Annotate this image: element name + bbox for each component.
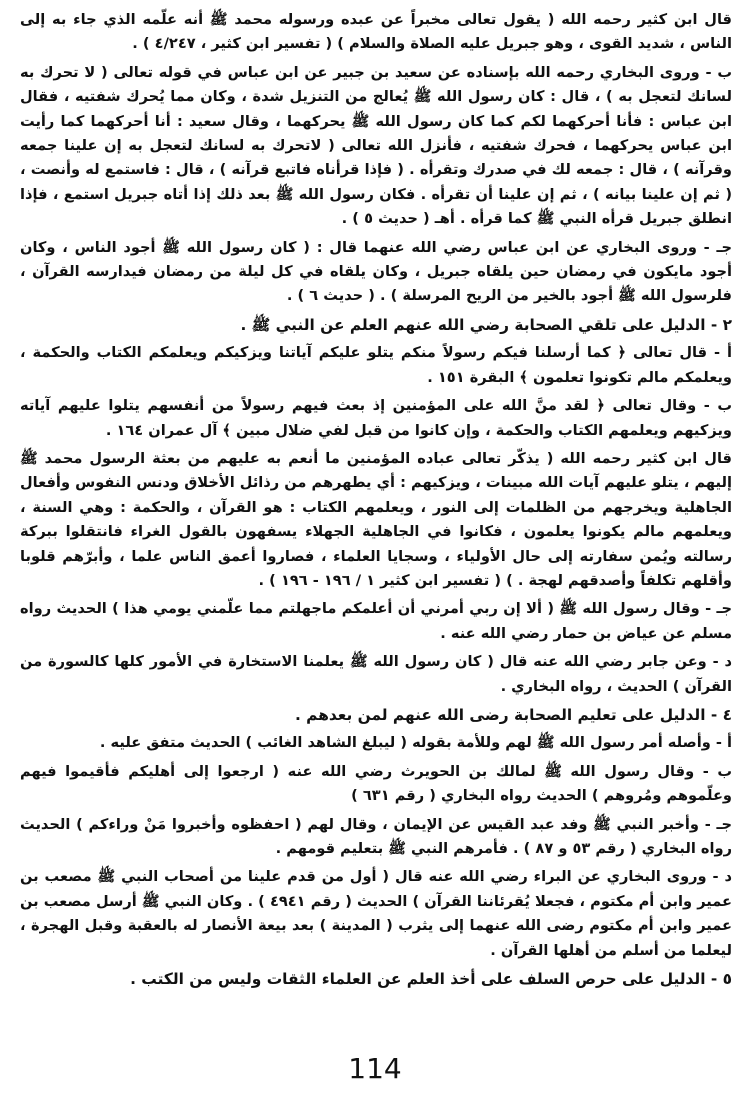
paragraph: أ - قال تعالى ﴿ كما أرسلنا فيكم رسولاً منكم يتلو عليكم آياتنا ويزكيكم ويعلمكم الكتاب والحكمة ، ويعلمكم مالم تكونوا تعلمون ﴾ البقرة ١٥١ . bbox=[20, 344, 732, 386]
paragraph: ب - وقال رسول الله ﷺ لمالك بن الحويرث رضي الله عنه ( ارجعوا إلى أهليكم فأقيموا فيهم وعلّموهم ومُروهم ) الحديث رواه البخاري ( رقم ٦٣١ ) bbox=[20, 762, 732, 805]
paragraph: جـ - وأخبر النبي ﷺ وفد عبد القيس عن الإيمان ، وقال لهم ( احفظوه وأخبروا مَنْ وراءكم ) الحديث رواه البخاري ( رقم ٥٣ و ٨٧ ) . فأمرهم النبي ﷺ بتعليم قومهم . bbox=[20, 815, 732, 857]
paragraph: د - وروى البخاري عن البراء رضي الله عنه قال ( أول من قدم علينا من أصحاب النبي ﷺ مصعب بن عمير وابن أم مكتوم ، فجعلا يُقرئاننا القرآن ) الحديث ( رقم ٤٩٤١ ) . وكان النبي ﷺ أرسل مصعب بن عمير وابن أم مكتوم رضى الله عنهما إلى يثرب ( المدينة ) بعد بيعة الأنصار له بالعقبة وقبل الهجرة ، ليعلما من أسلم من أهلها القرآن . bbox=[20, 868, 733, 959]
page-number: 114 bbox=[348, 1052, 402, 1085]
paragraph: جـ - وروى البخاري عن ابن عباس رضي الله عنهما قال : ( كان رسول الله ﷺ أجود الناس ، وكان أجود مايكون في رمضان حين يلقاه جبريل ، وكان يلقاه في كل ليلة من رمضان فيدارسه القرآن ، فلرسول الله ﷺ أجود بالخير من الريح المرسلة ) . ( حديث ٦ ) . bbox=[20, 238, 732, 305]
paragraph: قال ابن كثير رحمه الله ( يقول تعالى مخبراً عن عبده ورسوله محمد ﷺ أنه علّمه الذي جاء به إلى الناس ، شديد القوى ، وهو جبريل عليه الصلاة والسلام ) ( تفسير ابن كثير ، ٤/٢٤٧ ) . bbox=[20, 11, 732, 53]
paragraph: ب - وروى البخاري رحمه الله بإسناده عن سعيد بن جبير عن ابن عباس في قوله تعالى ( لا تحرك به لسانك لتعجل به ) ، قال : كان رسول الله ﷺ يُعالج من التنزيل شدة ، وكان مما يُحرك شفتيه ، فقال ابن عباس : فأنا أحركهما لكم كما كان رسول الله ﷺ يحركهما ، وقال سعيد : أنا أحركهما كما رأيت ابن عباس يحركهما ، فحرك شفتيه ، فأنزل الله تعالى ( لاتحرك به لسانك لتعجل به إن علينا جمعه وقرآنه ) ، قال : جمعه لك في صدرك وتقرأه . ( فإذا قرأناه فاتبع قرآنه ) ، قال : فاستمع له وأنصت ، ( ثم إن علينا بيانه ) ، ثم إن علينا أن تقرأه . فكان رسول الله ﷺ بعد ذلك إذا أتاه جبريل استمع ، فإذا انطلق جبريل قرأه النبي ﷺ كما قرأه . أهـ ( حديث ٥ ) . bbox=[20, 63, 732, 228]
paragraph: د - وعن جابر رضي الله عنه قال ( كان رسول الله ﷺ يعلمنا الاستخارة في الأمور كلها كالسورة من القرآن ) الحديث ، رواه البخاري . bbox=[20, 653, 732, 695]
page-body bbox=[20, 8, 732, 1048]
section-heading: ٢ - الدليل على تلقي الصحابة رضي الله عنهم العلم عن النبي ﷺ . bbox=[240, 315, 732, 334]
paragraph: جـ - وقال رسول الله ﷺ ( ألا إن ربي أمرني أن أعلمكم ماجهلتم مما علّمني يومي هذا ) الحديث رواه مسلم عن عياض بن حمار رضي الله عنه . bbox=[20, 600, 732, 642]
paragraph: ب - وقال تعالى ﴿ لقد منَّ الله على المؤمنين إذ بعث فيهم رسولاً من أنفسهم يتلوا عليهم آياته ويزكيهم ويعلمهم الكتاب والحكمة ، وإن كانوا من قبل لفي ضلال مبين ﴾ آل عمران ١٦٤ . bbox=[20, 397, 732, 439]
section-heading: ٥ - الدليل على حرص السلف على أخذ العلم عن العلماء الثقات وليس من الكتب . bbox=[130, 970, 732, 989]
section-heading: ٤ - الدليل على تعليم الصحابة رضى الله عنهم لمن بعدهم . bbox=[294, 705, 732, 724]
paragraph: قال ابن كثير رحمه الله ( يذكّر تعالى عباده المؤمنين ما أنعم به عليهم من بعثة الرسول محمد ﷺ إليهم ، يتلو عليهم آيات الله مبينات ، ويزكيهم : أي يطهرهم من رذائل الأخلاق ودنس النفوس وأفعال الجاهلية ويخرجهم من الظلمات إلى النور ، ويعلمهم الكتاب : هو القرآن ، والحكمة : وهي السنة ، ويعلمهم مالم يكونوا يعلمون ، فكانوا في الجاهلية الجهلاء يسفهون بالقول الغراء فانتقلوا ببركة رسالته ويُمن سفارته إلى حال الأولياء ، وسجايا العلماء ، فصاروا أعمق الناس علما ، وأبرّهم قلوبا وأقلهم تكلفاً وأصدقهم لهجة . ) ( تفسير ابن كثير ١ / ١٩٦ - ١٩٦ ) . bbox=[20, 449, 732, 589]
paragraph: أ - وأصله أمر رسول الله ﷺ لهم وللأمة بقوله ( ليبلغ الشاهد الغائب ) الحديث متفق عليه . bbox=[99, 734, 732, 752]
